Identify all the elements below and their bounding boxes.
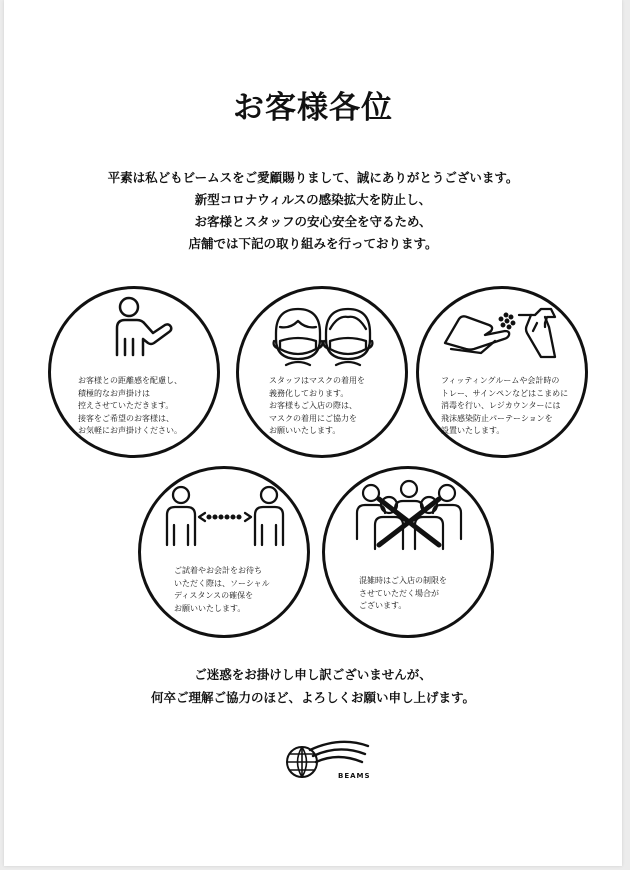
measure-text: スタッフはマスクの着用を 義務化しております。 お客様もご入店の際は、 マスクの着用にご協力を お願いいたします。 [269, 376, 365, 435]
intro-line: 店舗では下記の取り組みを行っております。 [188, 236, 438, 251]
measure-circle-masks [236, 286, 408, 458]
spray-disinfect-icon [443, 299, 563, 361]
measure-text: お客様との距離感を配慮し、 積極的なお声掛けは 控えさせていただきます。 接客をご希望のお客様は、 お気軽にお声掛けください。 [78, 376, 182, 435]
social-distance-icon [163, 483, 287, 549]
page-title: お客様各位 [233, 90, 393, 126]
masked-faces-icon [270, 305, 374, 367]
measure-text: 混雑時はご入店の制限を させていただく場合が ございます。 [359, 576, 447, 610]
notice-sheet [4, 0, 622, 866]
measure-circle-entry-limit [322, 466, 494, 638]
staff-gesture-icon [99, 295, 179, 361]
closing-paragraph [4, 663, 622, 709]
measure-circle-disinfection [416, 286, 588, 458]
closing-line: 何卒ご理解ご協力のほど、よろしくお願い申し上げます。 [150, 690, 475, 705]
intro-paragraph [4, 167, 622, 255]
closing-line: ご迷惑をお掛けし申し訳ございませんが、 [194, 667, 432, 682]
intro-line: 新型コロナウィルスの感染拡大を防止し、 [194, 192, 432, 207]
measure-circle-social-distance [138, 466, 310, 638]
no-crowd-icon [349, 479, 469, 551]
measure-text: フィッティングルームや会計時の トレー、サインペンなどはこまめに 消毒を行い、レジカウンターには 飛沫感染防止パーテーションを 設置いたします。 [441, 376, 569, 435]
measure-circle-distance-greeting [48, 286, 220, 458]
intro-line: 平素は私どもビームスをご愛顧賜りまして、誠にありがとうございます。 [107, 170, 519, 185]
intro-line: お客様とスタッフの安心安全を守るため、 [194, 214, 432, 229]
measure-text: ご試着やお会計をお待ち いただく際は、ソーシャル ディスタンスの確保を お願いいたします。 [174, 566, 270, 613]
brand-name: BEAMS [338, 772, 371, 780]
